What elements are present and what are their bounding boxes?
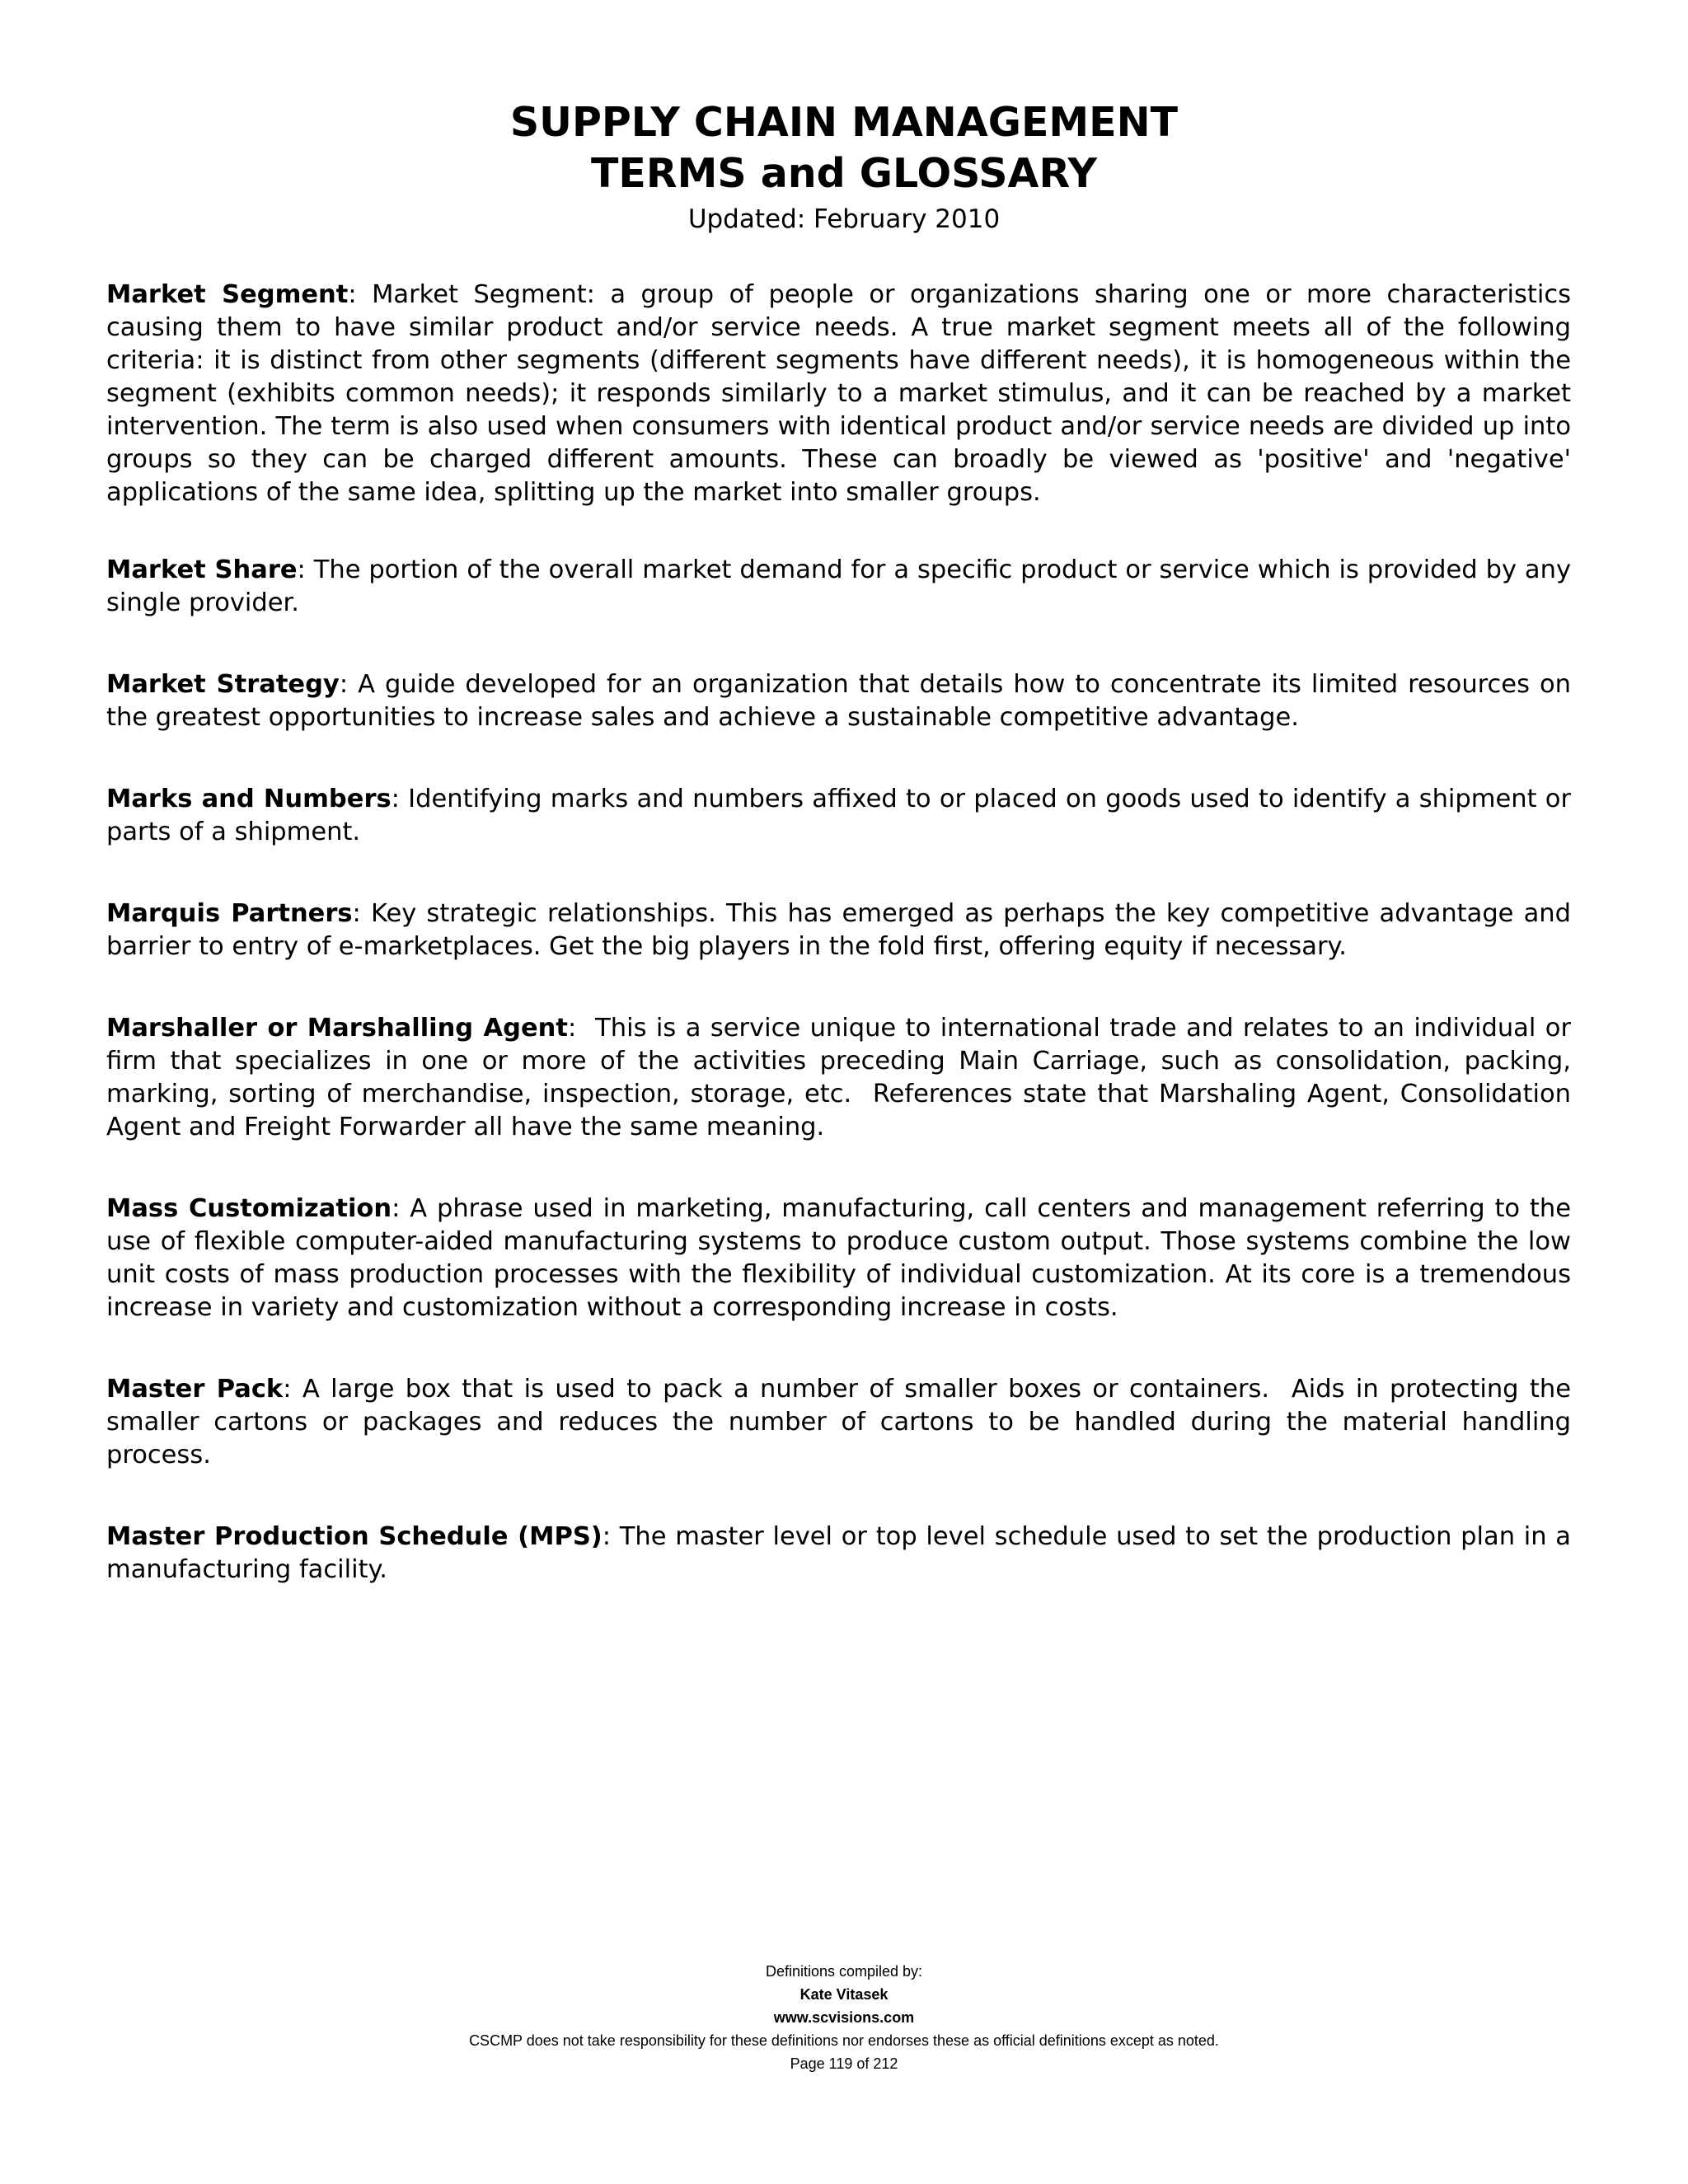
glossary-definition: : This is a service unique to international trade and relates to an individual or firm that specializes in one or more of the activities preceding Main Carriage, such as consolidation, packing, marking, sorting of merchandise, inspection, storage, etc. References state that Marshaling Agent, Consolidation Agent and Freight Forwarder all have the same meaning. <box>106 1014 1579 1141</box>
footer-author: Kate Vitasek <box>799 1986 889 2003</box>
glossary-term: Mass Customization <box>106 1194 392 1223</box>
footer-page-number: Page 119 of 212 <box>790 2055 898 2072</box>
glossary-term: Marquis Partners <box>106 899 353 928</box>
glossary-term: Market Share <box>106 555 298 584</box>
glossary-term: Master Pack <box>106 1375 284 1404</box>
footer-disclaimer: CSCMP does not take responsibility for these definitions nor endorses these as official definitions except as noted. <box>469 2032 1219 2049</box>
glossary-term: Master Production Schedule (MPS) <box>106 1522 603 1551</box>
page-title-line-1: SUPPLY CHAIN MANAGEMENT <box>509 99 1179 146</box>
glossary-entry-master-pack <box>106 1373 1579 1472</box>
glossary-term: Marshaller or Marshalling Agent <box>106 1014 568 1043</box>
footer-website: www.scvisions.com <box>773 2009 915 2026</box>
page-title-line-2: TERMS and GLOSSARY <box>590 150 1097 197</box>
page-footer <box>0 1960 1688 2075</box>
glossary-definition: : A phrase used in marketing, manufacturing, call centers and management referring to the use of flexible computer-aided manufacturing systems to produce custom output. Those systems combine the low unit costs of mass production processes with the flexibility of individual customization. At its core is a tremendous increase in variety and customization without a corresponding increase in costs. <box>106 1194 1579 1322</box>
glossary-term: Market Segment <box>106 280 349 309</box>
glossary-definition: : A guide developed for an organization that details how to concentrate its limited resources on the greatest opportunities to increase sales and achieve a sustainable competitive advantage. <box>106 670 1579 732</box>
glossary-entry-marshaller <box>106 1012 1579 1144</box>
glossary-entry-master-production-schedule <box>106 1521 1579 1586</box>
glossary-entry-market-strategy <box>106 668 1579 734</box>
document-header <box>0 97 1688 237</box>
glossary-definition: : A large box that is used to pack a number of smaller boxes or containers. Aids in protecting the smaller cartons or packages and reduces the number of cartons to be handled during the material handling process. <box>106 1375 1579 1469</box>
glossary-entries <box>106 279 1579 1586</box>
glossary-entry-market-share <box>106 554 1579 620</box>
glossary-entry-market-segment <box>106 279 1579 509</box>
glossary-definition: : The master level or top level schedule used to set the production plan in a manufacturing facility. <box>106 1522 1579 1584</box>
glossary-term: Marks and Numbers <box>106 785 392 813</box>
glossary-definition: : Identifying marks and numbers affixed to or placed on goods used to identify a shipment or parts of a shipment. <box>106 785 1579 846</box>
glossary-entry-marks-and-numbers <box>106 783 1579 849</box>
glossary-term: Market Strategy <box>106 670 340 699</box>
glossary-entry-marquis-partners <box>106 898 1579 963</box>
glossary-definition: : The portion of the overall market demand for a specific product or service which is provided by any single provider. <box>106 555 1579 617</box>
glossary-definition: : Market Segment: a group of people or organizations sharing one or more characteristics causing them to have similar product and/or service needs. A true market segment meets all of the following criteria: it is distinct from other segments (different segments have different needs), it is homogeneous within the segment (exhibits common needs); it responds similarly to a market stimulus, and it can be reached by a market intervention. The term is also used when consumers with identical product and/or service needs are divided up into groups so they can be charged different amounts. These can broadly be viewed as 'positive' and 'negative' applications of the same idea, splitting up the market into smaller groups. <box>106 280 1579 507</box>
footer-compiled-by: Definitions compiled by: <box>765 1963 923 1980</box>
glossary-definition: : Key strategic relationships. This has emerged as perhaps the key competitive advantage and barrier to entry of e-marketplaces. Get the big players in the fold first, offering equity if necessary. <box>106 899 1579 961</box>
updated-date: Updated: February 2010 <box>687 204 1001 234</box>
glossary-entry-mass-customization <box>106 1193 1579 1324</box>
